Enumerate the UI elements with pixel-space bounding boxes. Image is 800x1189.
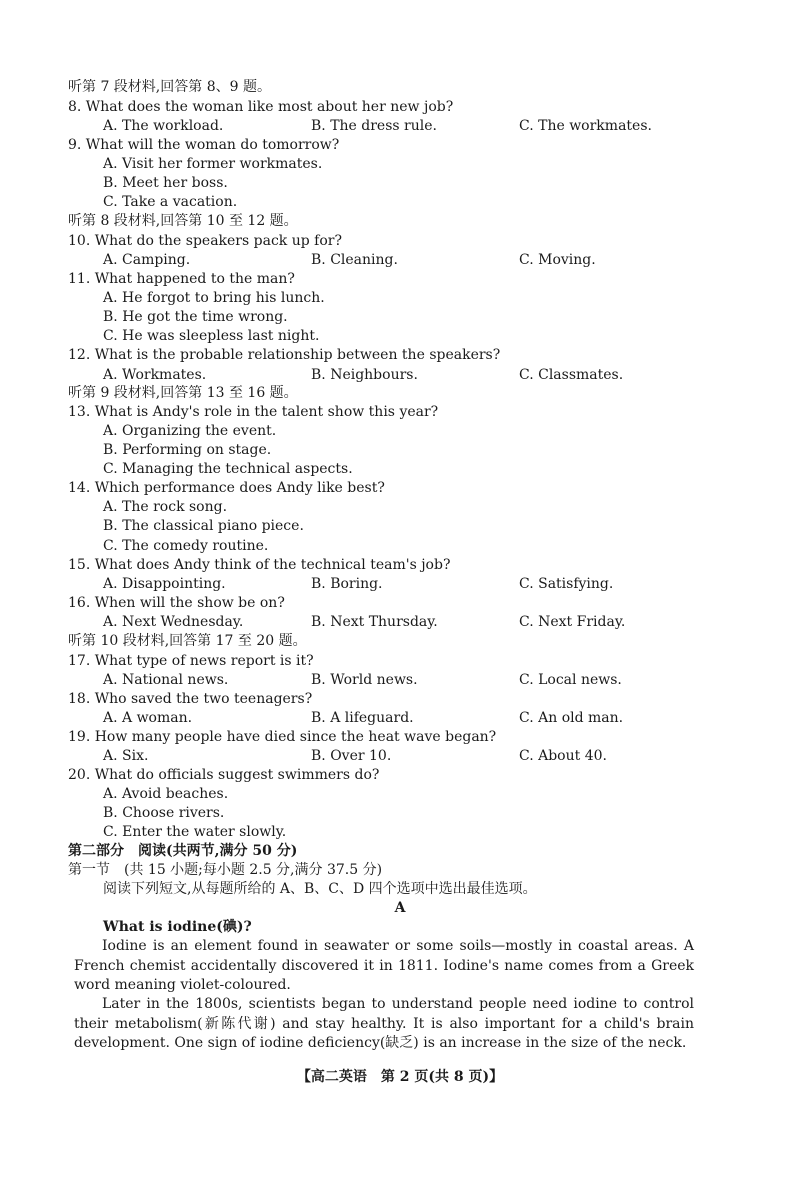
option-13b: B. Performing on stage. — [103, 442, 272, 458]
option-15c: C. Satisfying. — [519, 576, 614, 592]
part-title: 第二部分 阅读(共两节,满分 50 分) — [68, 843, 298, 859]
passage-letter: A — [394, 900, 406, 916]
passage-title: What is iodine(碘)? — [103, 919, 252, 935]
option-14a: A. The rock song. — [103, 499, 228, 515]
question-20: 20. What do officials suggest swimmers do? — [68, 767, 380, 783]
option-19c: C. About 40. — [519, 748, 607, 764]
question-16: 16. When will the show be on? — [68, 595, 285, 611]
option-8b: B. The dress rule. — [311, 118, 437, 134]
passage-paragraph-2: Later in the 1800s, scientists began to understand people need iodine to control their metabolism(新陈代谢) and stay healthy. It is also important for a child's brain development. One sign of iodine deficiency(缺乏) is an increase in the size of the neck. — [74, 996, 694, 1051]
question-9: 9. What will the woman do tomorrow? — [68, 137, 340, 153]
option-15b: B. Boring. — [311, 576, 383, 592]
option-14b: B. The classical piano piece. — [103, 518, 304, 534]
option-20a: A. Avoid beaches. — [103, 786, 229, 802]
option-10b: B. Cleaning. — [311, 252, 398, 268]
heading-passage-8: 听第 8 段材料,回答第 10 至 12 题。 — [68, 213, 298, 229]
option-9c: C. Take a vacation. — [103, 194, 238, 210]
question-18: 18. Who saved the two teenagers? — [68, 691, 313, 707]
instruction: 阅读下列短文,从每题所给的 A、B、C、D 四个选项中选出最佳选项。 — [103, 881, 537, 897]
option-11c: C. He was sleepless last night. — [103, 328, 320, 344]
heading-passage-7: 听第 7 段材料,回答第 8、9 题。 — [68, 79, 271, 95]
option-18a: A. A woman. — [103, 710, 193, 726]
option-16b: B. Next Thursday. — [311, 614, 438, 630]
question-17: 17. What type of news report is it? — [68, 653, 314, 669]
option-10a: A. Camping. — [103, 252, 191, 268]
option-20c: C. Enter the water slowly. — [103, 824, 287, 840]
option-12a: A. Workmates. — [103, 367, 207, 383]
option-16a: A. Next Wednesday. — [103, 614, 244, 630]
option-19a: A. Six. — [103, 748, 149, 764]
option-9b: B. Meet her boss. — [103, 175, 228, 191]
question-12: 12. What is the probable relationship between the speakers? — [68, 347, 501, 363]
option-12b: B. Neighbours. — [311, 367, 418, 383]
option-11b: B. He got the time wrong. — [103, 309, 288, 325]
option-14c: C. The comedy routine. — [103, 538, 269, 554]
question-19: 19. How many people have died since the heat wave began? — [68, 729, 497, 745]
option-8c: C. The workmates. — [519, 118, 652, 134]
option-13c: C. Managing the technical aspects. — [103, 461, 353, 477]
question-10: 10. What do the speakers pack up for? — [68, 233, 342, 249]
question-15: 15. What does Andy think of the technical team's job? — [68, 557, 451, 573]
passage-paragraph-1: Iodine is an element found in seawater or some soils—mostly in coastal areas. A French chemist accidentally discovered it in 1811. Iodine's name comes from a Greek word meaning violet-coloured. — [74, 938, 694, 993]
option-9a: A. Visit her former workmates. — [103, 156, 323, 172]
option-16c: C. Next Friday. — [519, 614, 626, 630]
question-13: 13. What is Andy's role in the talent show this year? — [68, 404, 439, 420]
question-11: 11. What happened to the man? — [68, 271, 295, 287]
option-17a: A. National news. — [103, 672, 229, 688]
option-18c: C. An old man. — [519, 710, 624, 726]
page-footer: 【高二英语 第 2 页(共 8 页)】 — [296, 1069, 504, 1085]
option-8a: A. The workload. — [103, 118, 224, 134]
option-11a: A. He forgot to bring his lunch. — [103, 290, 325, 306]
sub-section-title: 第一节 (共 15 小题;每小题 2.5 分,满分 37.5 分) — [68, 862, 383, 878]
option-17b: B. World news. — [311, 672, 418, 688]
option-10c: C. Moving. — [519, 252, 596, 268]
question-14: 14. Which performance does Andy like best? — [68, 480, 385, 496]
option-12c: C. Classmates. — [519, 367, 624, 383]
option-17c: C. Local news. — [519, 672, 622, 688]
option-19b: B. Over 10. — [311, 748, 392, 764]
option-20b: B. Choose rivers. — [103, 805, 225, 821]
heading-passage-10: 听第 10 段材料,回答第 17 至 20 题。 — [68, 633, 307, 649]
option-13a: A. Organizing the event. — [103, 423, 277, 439]
option-18b: B. A lifeguard. — [311, 710, 414, 726]
option-15a: A. Disappointing. — [103, 576, 226, 592]
heading-passage-9: 听第 9 段材料,回答第 13 至 16 题。 — [68, 385, 298, 401]
question-8: 8. What does the woman like most about her new job? — [68, 99, 454, 115]
